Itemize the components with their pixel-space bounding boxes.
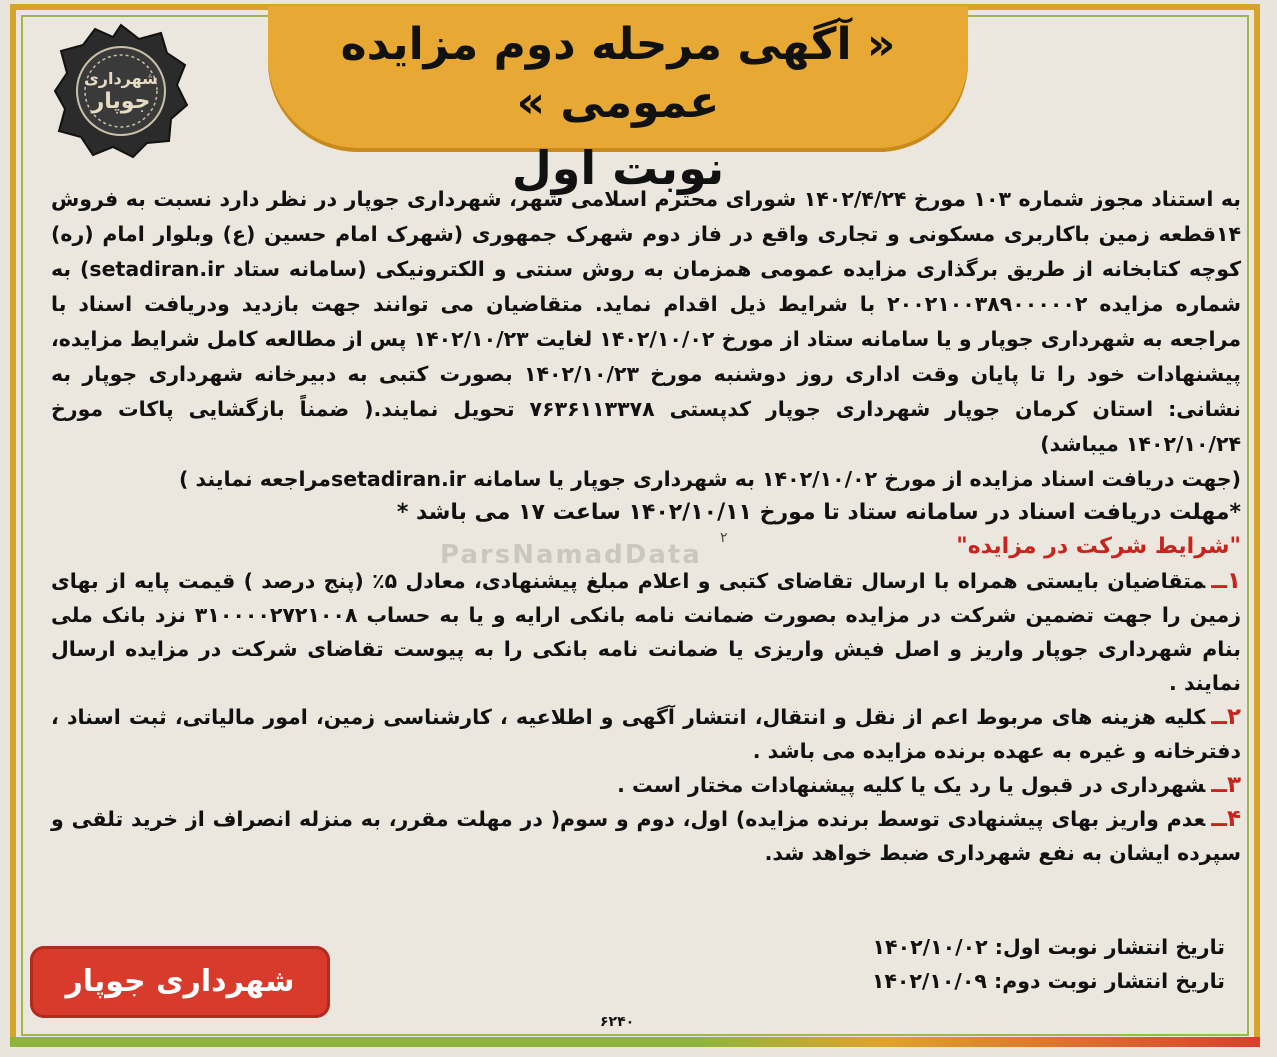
second-publish-date: تاریخ انتشار نوبت دوم: ۱۴۰۲/۱۰/۰۹ xyxy=(871,969,1225,993)
ad-header xyxy=(268,6,968,195)
condition-item xyxy=(51,802,1241,870)
condition-item xyxy=(51,700,1241,768)
ad-code: ۶۲۴۰ xyxy=(600,1014,635,1030)
condition-text: شهرداری در قبول یا رد یک یا کلیه پیشنهادات مختار است . xyxy=(617,773,1206,797)
ad-title: « آگهی مرحله دوم مزایده عمومی » xyxy=(340,19,896,128)
condition-number: ۳ــ xyxy=(1211,772,1241,798)
condition-text: عدم واریز بهای پیشنهادی توسط برنده مزایده) اول، دوم و سوم( در مهلت مقرر، به منزله انصراف از خرید تلقی و سپرده ایشان به نفع شهرداری ضبط خواهد شد. xyxy=(51,807,1241,865)
condition-number: ۱ــ xyxy=(1211,568,1242,594)
bottom-color-stripe xyxy=(10,1037,1260,1047)
condition-text: کلیه هزینه های مربوط اعم از نقل و انتقال، انتشار آگهی و اطلاعیه ، کارشناسی زمین، امور مالیاتی، ثبت اسناد ، دفترخانه و غیره به عهده برنده مزایده می باشد . xyxy=(51,705,1241,763)
conditions-title: "شرایط شرکت در مزایده" xyxy=(956,534,1241,559)
condition-item xyxy=(51,564,1241,700)
condition-number: ۲ــ xyxy=(1211,704,1241,730)
ad-body-paragraph: به استناد مجوز شماره ۱۰۳ مورخ ۱۴۰۲/۴/۲۴ شورای محترم اسلامی شهر، شهرداری جوپار در نظر دارد نسبت به فروش ۱۴قطعه زمین باکاربری مسکونی و تجاری واقع در فاز دوم شهرک جمهوری (شهرک امام حسین (ع) وبلوار امام (ره) کوچه کتابخانه از طریق برگذاری مزایده عمومی همزمان به روش سنتی و الکترونیکی (سامانه ستاد setadiran.ir) به شماره مزایده ۲۰۰۲۱۰۰۳۸۹۰۰۰۰۰۲ با شرایط ذیل اقدام نماید. متقاضیان می توانند جهت بازدید ودریافت اسناد با مراجعه به شهرداری جوپار و یا سامانه ستاد از مورخ ۱۴۰۲/۱۰/۰۲ لغایت ۱۴۰۲/۱۰/۲۳ پس از مطالعه کامل شرایط مزایده، پیشنهادات خود را تا پایان وقت اداری روز دوشنبه مورخ ۱۴۰۲/۱۰/۲۳ بصورت کتبی به دبیرخانه شهرداری جوپار به نشانی: استان کرمان جوپار شهرداری جوپار کدپستی ۷۶۳۶۱۱۳۳۷۸ تحویل نمایند.( ضمناً بازگشایی پاکات مورخ ۱۴۰۲/۱۰/۲۴ میباشد) xyxy=(51,187,1242,456)
municipality-seal-icon xyxy=(52,22,190,160)
publish-dates xyxy=(872,930,1225,998)
condition-text: متقاضیان بایستی همراه با ارسال تقاضای کتبی و اعلام مبلغ پیشنهادی، معادل ۵٪ (پنج درصد ) قیمت پایه از بهای زمین را جهت تضمین شرکت در مزایده بصورت ضمانت نامه بانکی ارایه و یا به حساب ۳۱۰۰۰۰۲۷۲۱۰۰۸ نزد بانک ملی بنام شهرداری جوپار واریز و اصل فیش واریزی یا ضمانت نامه بانکی را به پیوست تقاضای شرکت در مزایده ارسال نمایند . xyxy=(51,569,1241,695)
signature-box: شهرداری جوپار xyxy=(30,946,330,1018)
svg-text:جوپار: جوپار xyxy=(91,89,151,114)
documents-note: (جهت دریافت اسناد مزایده از مورخ ۱۴۰۲/۱۰/۰۲ به شهرداری جوپار یا سامانه setadiran.irمراجعه نمایند ) xyxy=(179,467,1241,491)
deadline-note: *مهلت دریافت اسناد در سامانه ستاد تا مورخ ۱۴۰۲/۱۰/۱۱ ساعت ۱۷ می باشد * xyxy=(396,500,1241,525)
marginal-mark: ۲ xyxy=(720,530,728,546)
ad-subtitle: نوبت اول xyxy=(511,141,725,195)
svg-text:شهرداری: شهرداری xyxy=(84,69,158,88)
condition-number: ۴ــ xyxy=(1211,806,1241,832)
ad-content xyxy=(51,182,1241,870)
condition-item xyxy=(51,768,1241,802)
first-publish-date: تاریخ انتشار نوبت اول: ۱۴۰۲/۱۰/۰۲ xyxy=(872,935,1225,959)
watermark: ParsNamadData xyxy=(440,540,702,570)
